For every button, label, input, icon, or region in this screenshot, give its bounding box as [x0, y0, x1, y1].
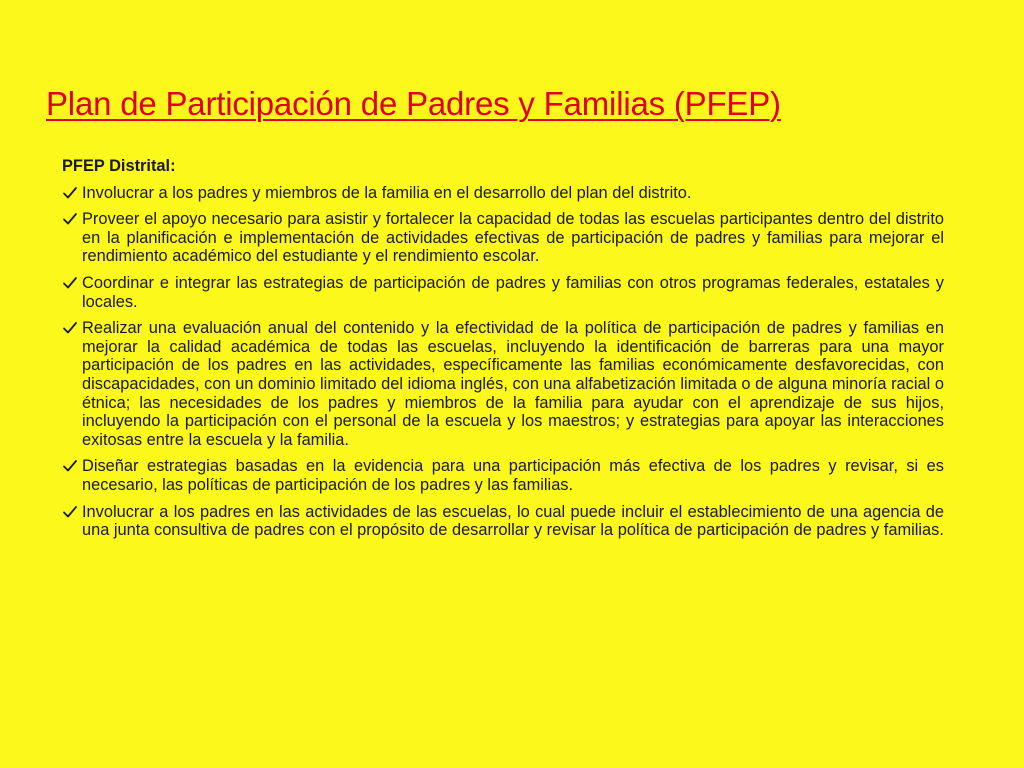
section-heading: PFEP Distrital: [62, 157, 176, 175]
checkmark-icon [62, 320, 78, 336]
list-item-text: Proveer el apoyo necesario para asistir y fortalecer la capacidad de todas las escuelas participantes dentro del distrito en la planificación e implementación de actividades efectivas de participación de padres y familias para mejorar el rendimiento académico del estudiante y el rendimiento escolar. [82, 210, 944, 266]
list-item-text: Involucrar a los padres en las actividades de las escuelas, lo cual puede incluir el establecimiento de una agencia de una junta consultiva de padres con el propósito de desarrollar y revisar la política de participación de padres y familias. [82, 502, 944, 540]
list-item [62, 457, 944, 494]
checkmark-icon [62, 458, 78, 474]
slide-title: Plan de Participación de Padres y Familias (PFEP) [46, 85, 781, 122]
list-item [62, 319, 944, 449]
bullet-list [62, 184, 944, 540]
slide-body [62, 157, 944, 548]
list-item-text: Coordinar e integrar las estrategias de participación de padres y familias con otros programas federales, estatales y locales. [82, 273, 944, 311]
list-item [62, 210, 944, 266]
list-item [62, 274, 944, 311]
list-item [62, 184, 944, 203]
list-item-text: Involucrar a los padres y miembros de la familia en el desarrollo del plan del distrito. [82, 183, 692, 202]
checkmark-icon [62, 185, 78, 201]
list-item-text: Diseñar estrategias basadas en la evidencia para una participación más efectiva de los padres y revisar, si es necesario, las políticas de participación de los padres y las familias. [82, 457, 944, 494]
list-item-text: Realizar una evaluación anual del contenido y la efectividad de la política de participación de padres y familias en mejorar la calidad académica de todas las escuelas, incluyendo la identificación de barreras para una mayor participación de los padres en las actividades, específicamente las familias económicamente desfavorecidas, con discapacidades, con un dominio limitado del idioma inglés, con una alfabetización limitada o de alguna minoría racial o étnica; las necesidades de los padres y miembros de la familia para ayudar con el aprendizaje de sus hijos, incluyendo la participación con el personal de la escuela y los maestros; y estrategias para apoyar las interacciones exitosas entre la escuela y la familia. [82, 319, 944, 449]
checkmark-icon [62, 211, 78, 227]
checkmark-icon [62, 275, 78, 291]
checkmark-icon [62, 504, 78, 520]
list-item [62, 503, 944, 540]
